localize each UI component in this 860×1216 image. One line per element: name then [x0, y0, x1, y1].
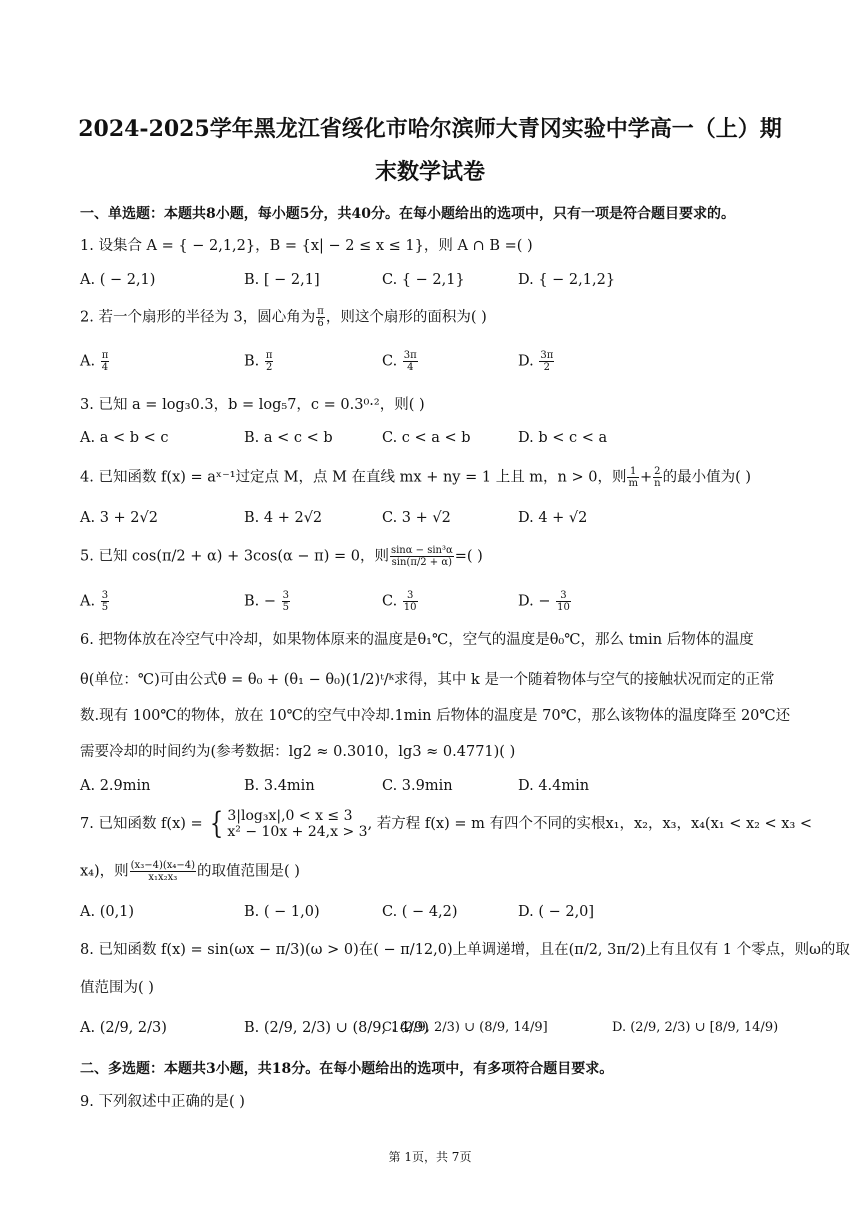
q1-option-d: D. { − 2,1,2} — [518, 272, 616, 288]
q2-angle-denominator: 6 — [317, 318, 324, 329]
q7-case-1: 3|log₃x|,0 < x ≤ 3 — [227, 808, 353, 824]
page-number-footer: 第 1页，共 7页 — [388, 1150, 472, 1164]
q5-option-b-fraction — [282, 590, 290, 613]
left-brace-icon: { — [210, 806, 224, 841]
q7-case-2: x² − 10x + 24,x > 3 — [227, 824, 368, 840]
q3-option-a: A. a < b < c — [80, 430, 169, 446]
q2-option-b-fraction — [265, 350, 274, 373]
q5-stem-start: 5. 已知 cos(π/2 + α) + 3cos(α − π) = 0，则 — [80, 548, 389, 565]
question-6-line-4: 需要冷却的时间约为(参考数据：lg2 ≈ 0.3010，lg3 ≈ 0.4771)( ) — [80, 744, 516, 760]
q2-option-c-fraction — [403, 350, 418, 373]
q5-option-b — [244, 590, 291, 613]
q5-option-c-denominator: 10 — [403, 602, 417, 613]
q4-fraction-1-denominator: m — [628, 478, 638, 489]
q8-option-c: C. (2/9, 2/3) ∪ (8/9, 14/9] — [382, 1020, 548, 1035]
q8-option-d: D. (2/9, 2/3) ∪ [8/9, 14/9) — [612, 1020, 779, 1035]
q5-option-a-numerator: 3 — [101, 590, 109, 601]
paper-title-line-2: 末数学试卷 — [374, 159, 485, 185]
q2-stem-start: 2. 若一个扇形的半径为 3，圆心角为 — [80, 309, 316, 326]
q2-option-a-denominator: 4 — [101, 362, 109, 373]
q4-option-d: D. 4 + √2 — [518, 510, 588, 526]
q4-option-c: C. 3 + √2 — [382, 510, 451, 526]
question-3-stem: 3. 已知 a = log₃0.3，b = log₅7，c = 0.3⁰·²，则( ) — [80, 397, 425, 413]
q5-option-a-label: A. — [80, 593, 96, 610]
q4-stem-end: 的最小值为( ) — [662, 469, 752, 486]
q2-option-a — [80, 350, 110, 373]
q4-fraction-2-numerator: 2 — [654, 466, 661, 477]
q2-option-a-numerator: π — [101, 350, 109, 361]
q5-stem-end: =( ) — [454, 548, 483, 565]
q5-option-c — [382, 590, 419, 613]
q2-angle-fraction — [316, 306, 325, 329]
q4-stem-start: 4. 已知函数 f(x) = aˣ⁻¹过定点 M，点 M 在直线 mx + ny = 1 上且 m，n > 0，则 — [80, 469, 627, 486]
q7-stem-start: 7. 已知函数 f(x) = — [80, 816, 203, 832]
q6-option-d: D. 4.4min — [518, 778, 590, 794]
q2-option-d — [518, 350, 555, 373]
question-6-line-1: 6. 把物体放在冷空气中冷却，如果物体原来的温度是θ₁℃，空气的温度是θ₀℃，那么 tmin 后物体的温度 — [80, 632, 754, 648]
paper-title-line-1: 2024-2025学年黑龙江省绥化市哈尔滨师大青冈实验中学高一（上）期 — [78, 116, 782, 142]
q4-fraction-1 — [627, 466, 638, 489]
q2-option-d-numerator: 3π — [540, 350, 554, 361]
q6-option-a: A. 2.9min — [80, 778, 151, 794]
q5-option-c-fraction — [403, 590, 418, 613]
q5-option-d-fraction — [556, 590, 571, 613]
q7-fraction — [130, 860, 196, 883]
q5-option-d — [518, 590, 572, 613]
q5-option-a-denominator: 5 — [101, 602, 109, 613]
section-heading-single-choice: 一、单选题：本题共8小题，每小题5分，共40分。在每小题给出的选项中，只有一项是符合题目要求的。 — [80, 206, 735, 222]
q5-option-a-fraction — [101, 590, 109, 613]
q4-option-b: B. 4 + 2√2 — [244, 510, 323, 526]
q5-option-c-numerator: 3 — [403, 590, 418, 602]
question-8-line-1: 8. 已知函数 f(x) = sin(ωx − π/3)(ω > 0)在( − π/12,0)上单调递增，且在(π/2, 3π/2)上有且仅有 1 个零点，则ω的取 — [80, 942, 850, 958]
q8-option-b: B. (2/9, 2/3) ∪ (8/9, 14/9) — [244, 1020, 429, 1036]
q3-option-c: C. c < a < b — [382, 430, 471, 446]
section-heading-multiple-choice: 二、多选题：本题共3小题，共18分。在每小题给出的选项中，有多项符合题目要求。 — [80, 1061, 614, 1077]
q4-plus: + — [639, 469, 653, 486]
question-2-stem — [80, 306, 487, 329]
q7-fraction-denominator: x₁x₂x₃ — [148, 872, 178, 883]
q2-option-b-denominator: 2 — [265, 362, 273, 373]
q7-option-d: D. ( − 2,0] — [518, 904, 595, 920]
q5-option-d-denominator: 10 — [557, 602, 570, 613]
q7-line-2-end: 的取值范围是( ) — [197, 863, 300, 880]
q2-option-c-label: C. — [382, 353, 398, 370]
q7-option-b: B. ( − 1,0) — [244, 904, 320, 920]
question-1-stem: 1. 设集合 A = { − 2,1,2}，B = {x| − 2 ≤ x ≤ 1}，则 A ∩ B =( ) — [80, 238, 533, 254]
q7-piecewise-cases — [227, 808, 367, 840]
q1-option-a: A. ( − 2,1) — [80, 272, 156, 288]
q6-option-c: C. 3.9min — [382, 778, 453, 794]
question-8-line-2: 值范围为( ) — [80, 980, 154, 996]
q5-option-d-numerator: 3 — [556, 590, 571, 602]
q5-option-b-label: B. − — [244, 593, 277, 610]
q2-angle-numerator: π — [317, 306, 324, 317]
q4-fraction-1-numerator: 1 — [627, 466, 638, 478]
q7-line-2-start: x₄)，则 — [80, 863, 129, 880]
q5-option-a — [80, 590, 110, 613]
question-6-line-3: 数.现有 100℃的物体，放在 10℃的空气中冷却.1min 后物体的温度是 70℃，那么该物体的温度降至 20℃还 — [80, 708, 791, 724]
q2-option-b-label: B. — [244, 353, 260, 370]
q2-option-c-denominator: 4 — [407, 362, 414, 373]
q5-fraction — [390, 545, 454, 568]
q2-option-b-numerator: π — [265, 350, 273, 361]
question-7-line-2 — [80, 860, 300, 883]
question-6-line-2: θ(单位：℃)可由公式θ = θ₀ + (θ₁ − θ₀)(1/2)ᵗ/ᵏ求得，其中 k 是一个随着物体与空气的接触状况而定的正常 — [80, 672, 775, 688]
question-5-stem — [80, 545, 483, 568]
q2-option-a-label: A. — [80, 353, 96, 370]
q2-option-a-fraction — [101, 350, 110, 373]
q5-fraction-numerator: sinα − sin³α — [390, 545, 453, 556]
q5-option-d-label: D. − — [518, 593, 551, 610]
q4-option-a: A. 3 + 2√2 — [80, 510, 158, 526]
q5-option-c-label: C. — [382, 593, 398, 610]
question-9-stem: 9. 下列叙述中正确的是( ) — [80, 1094, 245, 1110]
q6-option-b: B. 3.4min — [244, 778, 315, 794]
q2-option-b — [244, 350, 274, 373]
q5-option-b-numerator: 3 — [282, 590, 290, 601]
q7-fraction-numerator: (x₃−4)(x₄−4) — [130, 860, 196, 871]
q2-option-c-numerator: 3π — [403, 350, 417, 361]
q4-fraction-2-denominator: n — [654, 478, 661, 489]
q4-fraction-2 — [653, 466, 661, 489]
question-7-stem — [80, 808, 812, 840]
q1-option-c: C. { − 2,1} — [382, 272, 465, 288]
q2-option-c — [382, 350, 419, 373]
q1-option-b: B. [ − 2,1] — [244, 272, 320, 288]
q8-option-a: A. (2/9, 2/3) — [80, 1020, 167, 1036]
q2-stem-end: ，则这个扇形的面积为( ) — [325, 309, 487, 326]
q2-option-d-label: D. — [518, 353, 534, 370]
q7-stem-end: , 若方程 f(x) = m 有四个不同的实根x₁，x₂，x₃，x₄(x₁ < x₂ < x₃ < — [367, 816, 813, 832]
q3-option-b: B. a < c < b — [244, 430, 333, 446]
q3-option-d: D. b < c < a — [518, 430, 608, 446]
q2-option-d-denominator: 2 — [543, 362, 550, 373]
q2-option-d-fraction — [539, 350, 554, 373]
q7-option-a: A. (0,1) — [80, 904, 135, 920]
q5-option-b-denominator: 5 — [282, 602, 290, 613]
question-4-stem — [80, 466, 751, 489]
q7-option-c: C. ( − 4,2) — [382, 904, 458, 920]
q5-fraction-denominator: sin(π/2 + α) — [391, 557, 453, 568]
